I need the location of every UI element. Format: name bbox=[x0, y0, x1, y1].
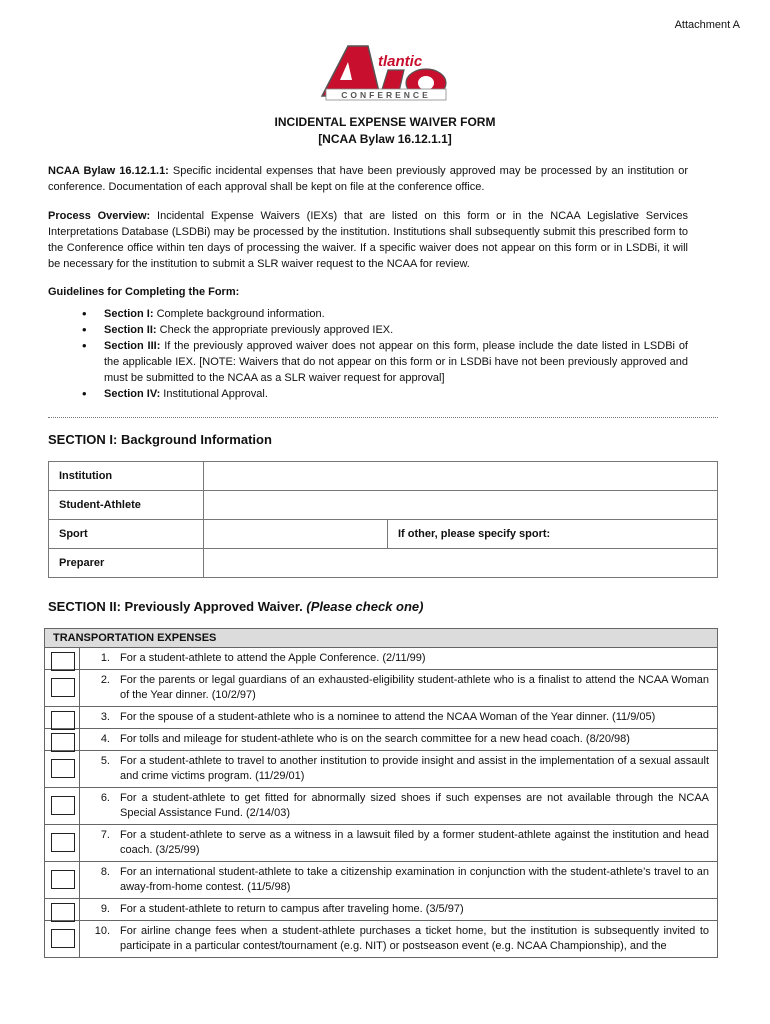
waiver-checkbox[interactable] bbox=[51, 870, 75, 889]
waiver-table bbox=[44, 628, 718, 958]
waiver-checkbox[interactable] bbox=[51, 678, 75, 697]
category-header: TRANSPORTATION EXPENSES bbox=[45, 629, 717, 648]
guideline-item: • Section III: If the previously approved waiver does not appear on this form, please include the date listed in LSDBi of the applicable IEX. [NOTE: Waivers that do not appear on this form or in LSDBi have not been previously approved and must be submitted to the NCAA as a SLR waiver request for approval] bbox=[104, 338, 688, 386]
waiver-checkbox[interactable] bbox=[51, 903, 75, 922]
guideline-item: • Section IV: Institutional Approval. bbox=[104, 386, 688, 402]
other-sport-field[interactable] bbox=[388, 520, 718, 549]
waiver-checkbox[interactable] bbox=[51, 733, 75, 752]
institution-label: Institution bbox=[49, 462, 204, 491]
waiver-row: 2. For the parents or legal guardians of an exhausted-eligibility student-athlete who is a finalist to attend the NCAA Woman of the Year dinner. (10/2/97) bbox=[45, 670, 717, 707]
section2-heading: SECTION II: Previously Approved Waiver. (Please check one) bbox=[48, 599, 424, 614]
waiver-row: 7. For a student-athlete to serve as a witness in a lawsuit filed by a former student-athlete against the institution and head coach. (3/25/99) bbox=[45, 825, 717, 862]
waiver-row: 1. For a student-athlete to attend the Apple Conference. (2/11/99) bbox=[45, 648, 717, 670]
student-athlete-label: Student-Athlete bbox=[49, 491, 204, 520]
waiver-checkbox[interactable] bbox=[51, 929, 75, 948]
other-sport-label: If other, please specify sport: bbox=[398, 528, 551, 540]
attachment-label: Attachment A bbox=[674, 19, 740, 31]
guideline-item: • Section I: Complete background information. bbox=[104, 306, 688, 322]
process-overview: Process Overview: Incidental Expense Waivers (IEXs) that are listed on this form or in the NCAA Legislative Services Interpretations Database (LSDBi) may be processed by the institution. Institutions shall subsequently submit this prescribed form to the Conference office within ten days of processing the waiver. If a specific waiver does not appear on this form or in LSDBi, it will be necessary for the institution to submit a SLR waiver request to the NCAA for review. bbox=[48, 210, 688, 270]
waiver-row: 9. For a student-athlete to return to campus after traveling home. (3/5/97) bbox=[45, 899, 717, 921]
waiver-row: 5. For a student-athlete to travel to another institution to provide insight and assist in the implementation of a sexual assault and crime victims program. (11/29/01) bbox=[45, 751, 717, 788]
section1-heading: SECTION I: Background Information bbox=[48, 432, 272, 447]
waiver-checkbox[interactable] bbox=[51, 833, 75, 852]
background-info-table bbox=[48, 461, 718, 578]
guideline-item: • Section II: Check the appropriate previously approved IEX. bbox=[104, 322, 688, 338]
form-title-line1: INCIDENTAL EXPENSE WAIVER FORM bbox=[274, 115, 496, 129]
preparer-label: Preparer bbox=[49, 549, 204, 578]
sport-field[interactable] bbox=[204, 520, 388, 549]
form-title bbox=[0, 114, 770, 148]
svg-text:tlantic: tlantic bbox=[378, 53, 423, 70]
preparer-field[interactable] bbox=[204, 549, 718, 578]
waiver-checkbox[interactable] bbox=[51, 759, 75, 778]
section-divider bbox=[48, 417, 718, 418]
waiver-checkbox[interactable] bbox=[51, 796, 75, 815]
guidelines-heading: Guidelines for Completing the Form: bbox=[48, 286, 240, 298]
waiver-checkbox[interactable] bbox=[51, 652, 75, 671]
waiver-row: 8. For an international student-athlete to take a citizenship examination in conjunction with the student-athlete’s travel to an away-from-home contest. (11/5/98) bbox=[45, 862, 717, 899]
bylaw-paragraph: NCAA Bylaw 16.12.1.1: Specific incidental expenses that have been previously approved may be processed by an institution or conference. Documentation of each approval shall be kept on file at the conference office. bbox=[48, 165, 689, 193]
student-athlete-field[interactable] bbox=[204, 491, 718, 520]
waiver-row: 4. For tolls and mileage for student-athlete who is on the search committee for a new head coach. (8/20/98) bbox=[45, 729, 717, 751]
sport-label: Sport bbox=[49, 520, 204, 549]
guidelines-list bbox=[48, 306, 688, 402]
waiver-row: 6. For a student-athlete to get fitted for abnormally sized shoes if such expenses are not available through the NCAA Special Assistance Fund. (2/14/03) bbox=[45, 788, 717, 825]
waiver-row: 10. For airline change fees when a student-athlete purchases a ticket home, but the institution is subsequently invited to participate in a particular contest/tournament (e.g. NIT) or postseason event (e.g. NCAA Championship), and the bbox=[45, 921, 717, 958]
atlantic-10-logo bbox=[318, 40, 452, 102]
waiver-checkbox[interactable] bbox=[51, 711, 75, 730]
svg-text:CONFERENCE: CONFERENCE bbox=[341, 90, 431, 100]
institution-field[interactable] bbox=[204, 462, 718, 491]
waiver-row: 3. For the spouse of a student-athlete who is a nominee to attend the NCAA Woman of the Year dinner. (11/9/05) bbox=[45, 707, 717, 729]
form-title-line2: [NCAA Bylaw 16.12.1.1] bbox=[318, 132, 452, 146]
